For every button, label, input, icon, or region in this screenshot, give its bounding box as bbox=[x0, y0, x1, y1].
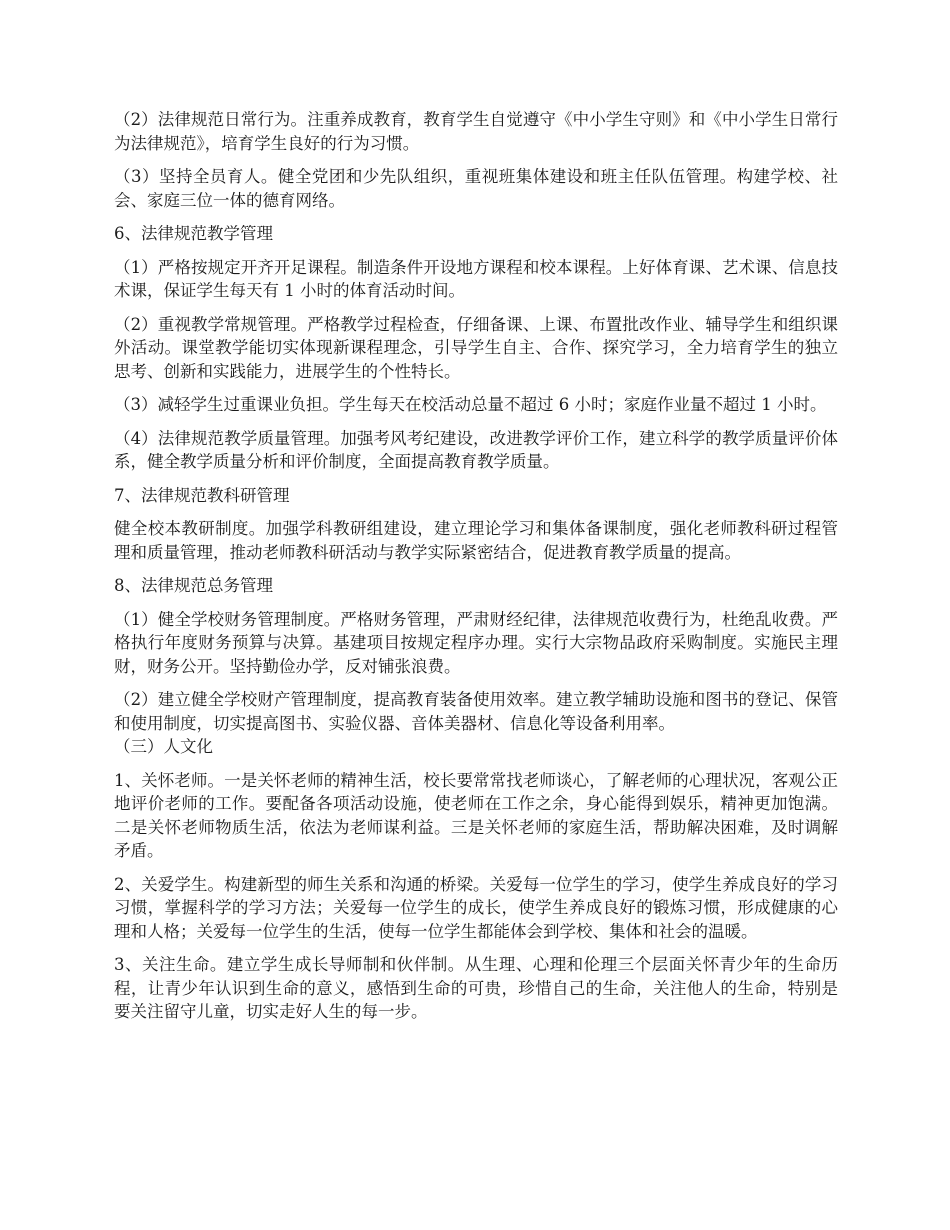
paragraph-care-teachers: 1、关怀老师。一是关怀老师的精神生活，校长要常常找老师谈心，了解老师的心理状况，客观公正地评价老师的工作。要配备各项活动设施，使老师在工作之余，身心能得到娱乐，精神更加饱满。二是关怀老师物质生活，依法为老师谋利益。三是关怀老师的家庭生活，帮助解决困难，及时调解矛盾。 bbox=[114, 770, 838, 860]
paragraph-teaching-quality: （4）法律规范教学质量管理。加强考风考纪建设，改进教学评价工作，建立科学的教学质量评价体系，健全教学质量分析和评价制度，全面提高教育教学质量。 bbox=[114, 428, 838, 471]
section-heading-teaching-management: 6、法律规范教学管理 bbox=[114, 224, 273, 243]
paragraph-care-students: 2、关爱学生。构建新型的师生关系和沟通的桥梁。关爱每一位学生的学习，使学生养成良好的学习习惯，掌握科学的学习方法；关爱每一位学生的成长，使学生养成良好的锻炼习惯，形成健康的心理和人格；关爱每一位学生的生活，使每一位学生都能体会到学校、集体和社会的温暖。 bbox=[114, 874, 838, 941]
section-heading-research-management: 7、法律规范教科研管理 bbox=[114, 485, 290, 505]
section-heading-humanistic: （三）人文化 bbox=[114, 737, 213, 756]
paragraph-school-research: 健全校本教研制度。加强学科教研组建设，建立理论学习和集体备课制度，强化老师教科研过程管理和质量管理，推动老师教科研活动与教学实际紧密结合，促进教育教学质量的提高。 bbox=[114, 519, 838, 562]
paragraph-courses: （1）严格按规定开齐开足课程。制造条件开设地方课程和校本课程。上好体育课、艺术课、信息技术课，保证学生每天有 1 小时的体育活动时间。 bbox=[114, 257, 838, 300]
paragraph-finance-management: （1）健全学校财务管理制度。严格财务管理，严肃财经纪律，法律规范收费行为，杜绝乱收费。严格执行年度财务预算与决算。基建项目按规定程序办理。实行大宗物品政府采购制度。实施民主理财，财务公开。坚持勤俭办学，反对铺张浪费。 bbox=[114, 609, 838, 676]
section-heading-general-affairs: 8、法律规范总务管理 bbox=[114, 576, 273, 595]
paragraph-reduce-burden: （3）减轻学生过重课业负担。学生每天在校活动总量不超过 6 小时；家庭作业量不超过 1 小时。 bbox=[114, 395, 827, 414]
paragraph-teaching-routine: （2）重视教学常规管理。严格教学过程检查，仔细备课、上课、布置批改作业、辅导学生和组织课外活动。课堂教学能切实体现新课程理念，引导学生自主、合作、探究学习，全力培育学生的独立思考、创新和实践能力，进展学生的个性特长。 bbox=[114, 314, 838, 381]
paragraph-property-management: （2）建立健全学校财产管理制度，提高教育装备使用效率。建立教学辅助设施和图书的登记、保管和使用制度，切实提高图书、实验仪器、音体美器材、信息化等设备利用率。 bbox=[114, 690, 838, 733]
paragraph-behavior-norms: （2）法律规范日常行为。注重养成教育，教育学生自觉遵守《中小学生守则》和《中小学生日常行为法律规范》，培育学生良好的行为习惯。 bbox=[114, 110, 838, 153]
paragraph-all-staff-education: （3）坚持全员育人。健全党团和少先队组织，重视班集体建设和班主任队伍管理。构建学校、社会、家庭三位一体的德育网络。 bbox=[114, 167, 838, 210]
paragraph-care-life: 3、关注生命。建立学生成长导师制和伙伴制。从生理、心理和伦理三个层面关怀青少年的生命历程，让青少年认识到生命的意义，感悟到生命的可贵，珍惜自己的生命，关注他人的生命，特别是要关注留守儿童，切实走好人生的每一步。 bbox=[114, 955, 838, 1021]
